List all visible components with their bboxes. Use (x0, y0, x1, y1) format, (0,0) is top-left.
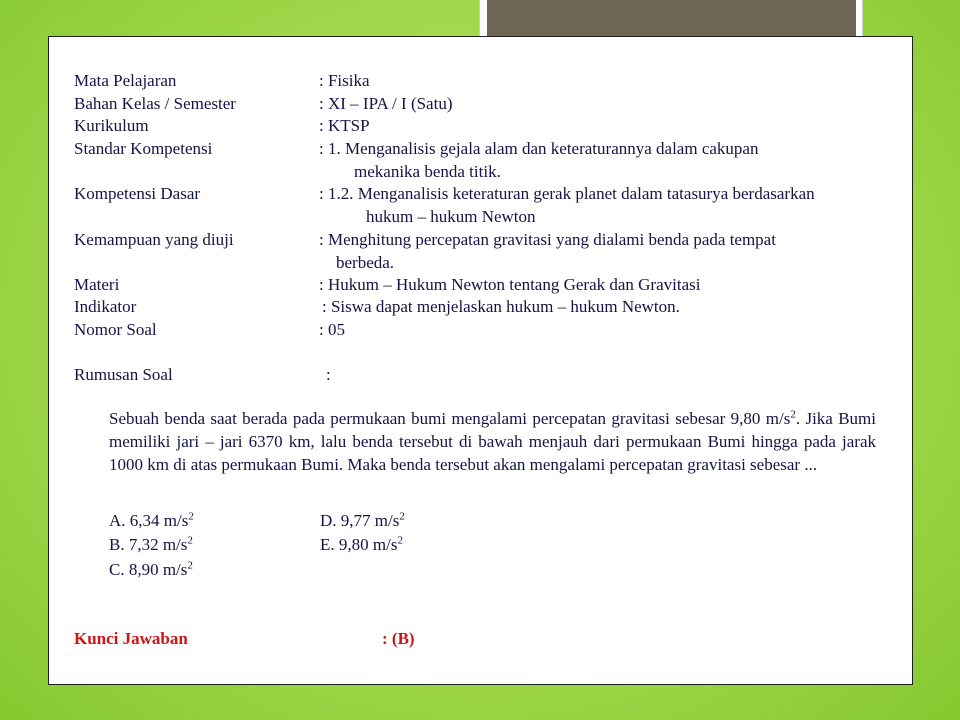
question-part-2: . Jika Bumi memiliki jari – jari 6370 km, lalu benda tersebut di bawah menjauh dari permukaan Bumi hingga pada jarak 1000 km di atas permukaan Bumi. Maka benda tersebut akan mengalami percepatan gravitasi sebesar ... (109, 409, 876, 474)
option-b-sup: 2 (187, 534, 193, 547)
field-value: : 1.2. Menganalisis keteraturan gerak planet dalam tatasurya berdasarkan (319, 184, 815, 203)
option-c-sup: 2 (187, 559, 193, 572)
option-e-text: E. 9,80 m/s (320, 535, 398, 554)
field-label: Kurikulum (74, 116, 149, 135)
question-text (109, 407, 876, 476)
field-label: Bahan Kelas / Semester (74, 94, 236, 113)
field-value: : KTSP (319, 116, 370, 135)
option-b (109, 534, 193, 556)
field-label: Mata Pelajaran (74, 71, 177, 90)
option-a-sup: 2 (188, 510, 194, 523)
option-d (320, 510, 405, 532)
option-e-sup: 2 (397, 534, 403, 547)
field-label: Standar Kompetensi (74, 139, 213, 158)
field-value: : 1. Menganalisis gejala alam dan keteraturannya dalam cakupan (319, 139, 759, 158)
option-a (109, 510, 194, 532)
option-d-text: D. 9,77 m/s (320, 511, 400, 530)
field-value: : Fisika (319, 71, 370, 90)
field-label: Kompetensi Dasar (74, 184, 201, 203)
answer-key-value: : (B) (382, 629, 415, 648)
field-label: Nomor Soal (74, 320, 157, 339)
field-value-continuation: mekanika benda titik. (354, 162, 501, 181)
field-label: Kemampuan yang diuji (74, 230, 234, 249)
question-superscript: 2 (790, 408, 796, 421)
field-value-continuation: hukum – hukum Newton (366, 207, 536, 226)
field-value: : Menghitung percepatan gravitasi yang dialami benda pada tempat (319, 230, 776, 249)
field-value: : XI – IPA / I (Satu) (319, 94, 453, 113)
option-a-text: A. 6,34 m/s (109, 511, 189, 530)
option-e (320, 534, 403, 556)
field-value: : (326, 365, 331, 384)
question-part-1: Sebuah benda saat berada pada permukaan bumi mengalami percepatan gravitasi sebesar 9,80 m/s (109, 409, 791, 428)
option-b-text: B. 7,32 m/s (109, 535, 188, 554)
field-label: Indikator (74, 297, 137, 316)
field-value-continuation: berbeda. (336, 253, 395, 272)
field-value: : 05 (319, 320, 345, 339)
option-d-sup: 2 (399, 510, 405, 523)
answer-key-label: Kunci Jawaban (74, 629, 188, 648)
option-c (109, 559, 193, 581)
field-label: Rumusan Soal (74, 365, 173, 384)
option-c-text: C. 8,90 m/s (109, 560, 188, 579)
document-panel (48, 36, 913, 685)
field-label: Materi (74, 275, 120, 294)
field-value: : Hukum – Hukum Newton tentang Gerak dan Gravitasi (319, 275, 701, 294)
field-value: : Siswa dapat menjelaskan hukum – hukum Newton. (322, 297, 680, 316)
